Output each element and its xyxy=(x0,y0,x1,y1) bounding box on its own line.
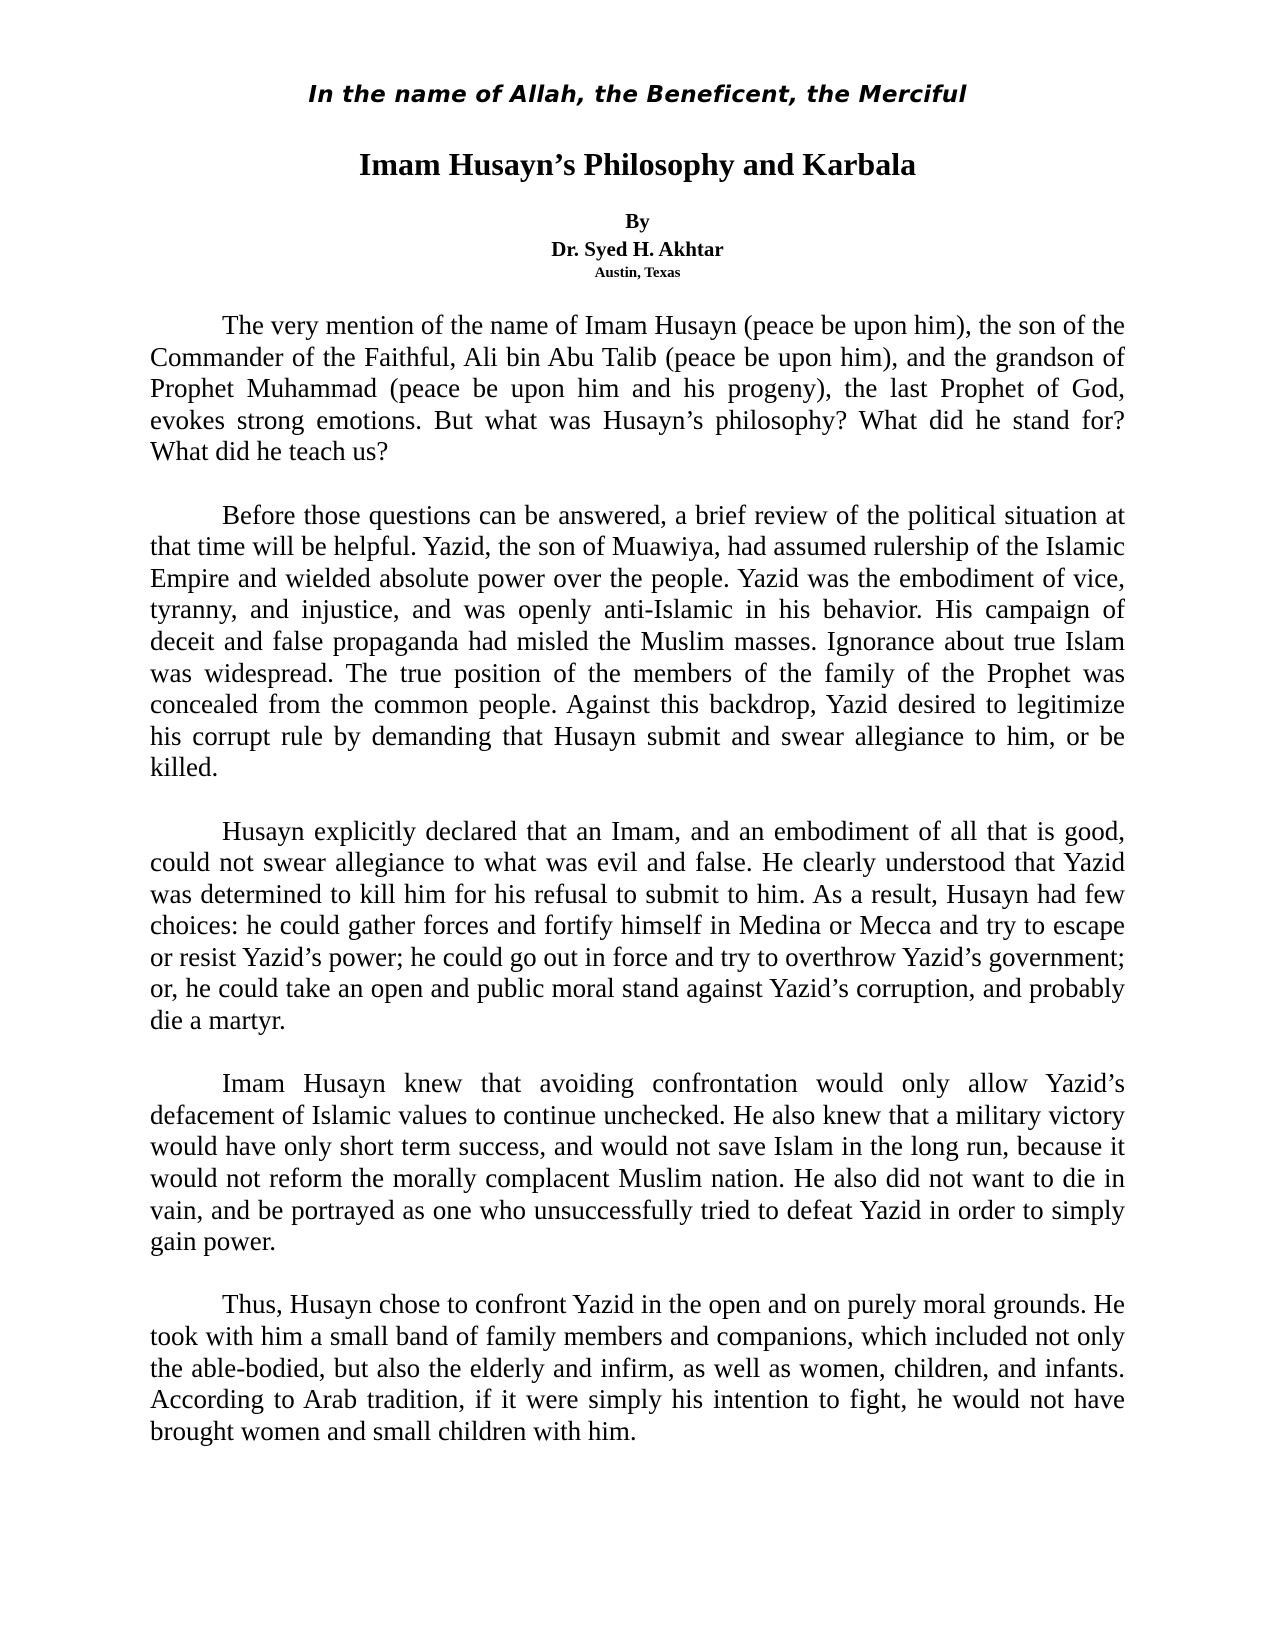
body-paragraph: The very mention of the name of Imam Husayn (peace be upon him), the son of the Commander of the Faithful, Ali bin Abu Talib (peace be upon him), and the grandson of Prophet Muhammad (peace be upon him and his progeny), the last Prophet of God, evokes strong emotions. But what was Husayn’s philosophy? What did he stand for? What did he teach us? xyxy=(150,310,1125,467)
document-page xyxy=(150,80,1125,1479)
body-paragraph: Before those questions can be answered, a brief review of the political situation at that time will be helpful. Yazid, the son of Muawiya, had assumed rulership of the Islamic Empire and wielded absolute power over the people. Yazid was the embodiment of vice, tyranny, and injustice, and was openly anti-Islamic in his behavior. His campaign of deceit and false propaganda had misled the Muslim masses. Ignorance about true Islam was widespread. The true position of the members of the family of the Prophet was concealed from the common people. Against this backdrop, Yazid desired to legitimize his corrupt rule by demanding that Husayn submit and swear allegiance to him, or be killed. xyxy=(150,499,1125,783)
body-paragraph: Imam Husayn knew that avoiding confrontation would only allow Yazid’s defacement of Islamic values to continue unchecked. He also knew that a military victory would have only short term success, and would not save Islam in the long run, because it would not reform the morally complacent Muslim nation. He also did not want to die in vain, and be portrayed as one who unsuccessfully tried to defeat Yazid in order to simply gain power. xyxy=(150,1068,1125,1257)
body-paragraph: Thus, Husayn chose to confront Yazid in the open and on purely moral grounds. He took with him a small band of family members and companions, which included not only the able-bodied, but also the elderly and infirm, as well as women, children, and infants. According to Arab tradition, if it were simply his intention to fight, he would not have brought women and small children with him. xyxy=(150,1289,1125,1446)
author-location: Austin, Texas xyxy=(594,265,681,281)
body-paragraph: Husayn explicitly declared that an Imam, and an embodiment of all that is good, could not swear allegiance to what was evil and false. He clearly understood that Yazid was determined to kill him for his refusal to submit to him. As a result, Husayn had few choices: he could gather forces and fortify himself in Medina or Mecca and try to escape or resist Yazid’s power; he could go out in force and try to overthrow Yazid’s government; or, he could take an open and public moral stand against Yazid’s corruption, and probably die a martyr. xyxy=(150,815,1125,1036)
byline-label: By xyxy=(625,209,650,233)
document-title: Imam Husayn’s Philosophy and Karbala xyxy=(358,146,917,182)
document-body xyxy=(150,310,1125,1447)
invocation-line: In the name of Allah, the Beneficent, the Merciful xyxy=(308,82,967,108)
author-name: Dr. Syed H. Akhtar xyxy=(551,237,724,261)
